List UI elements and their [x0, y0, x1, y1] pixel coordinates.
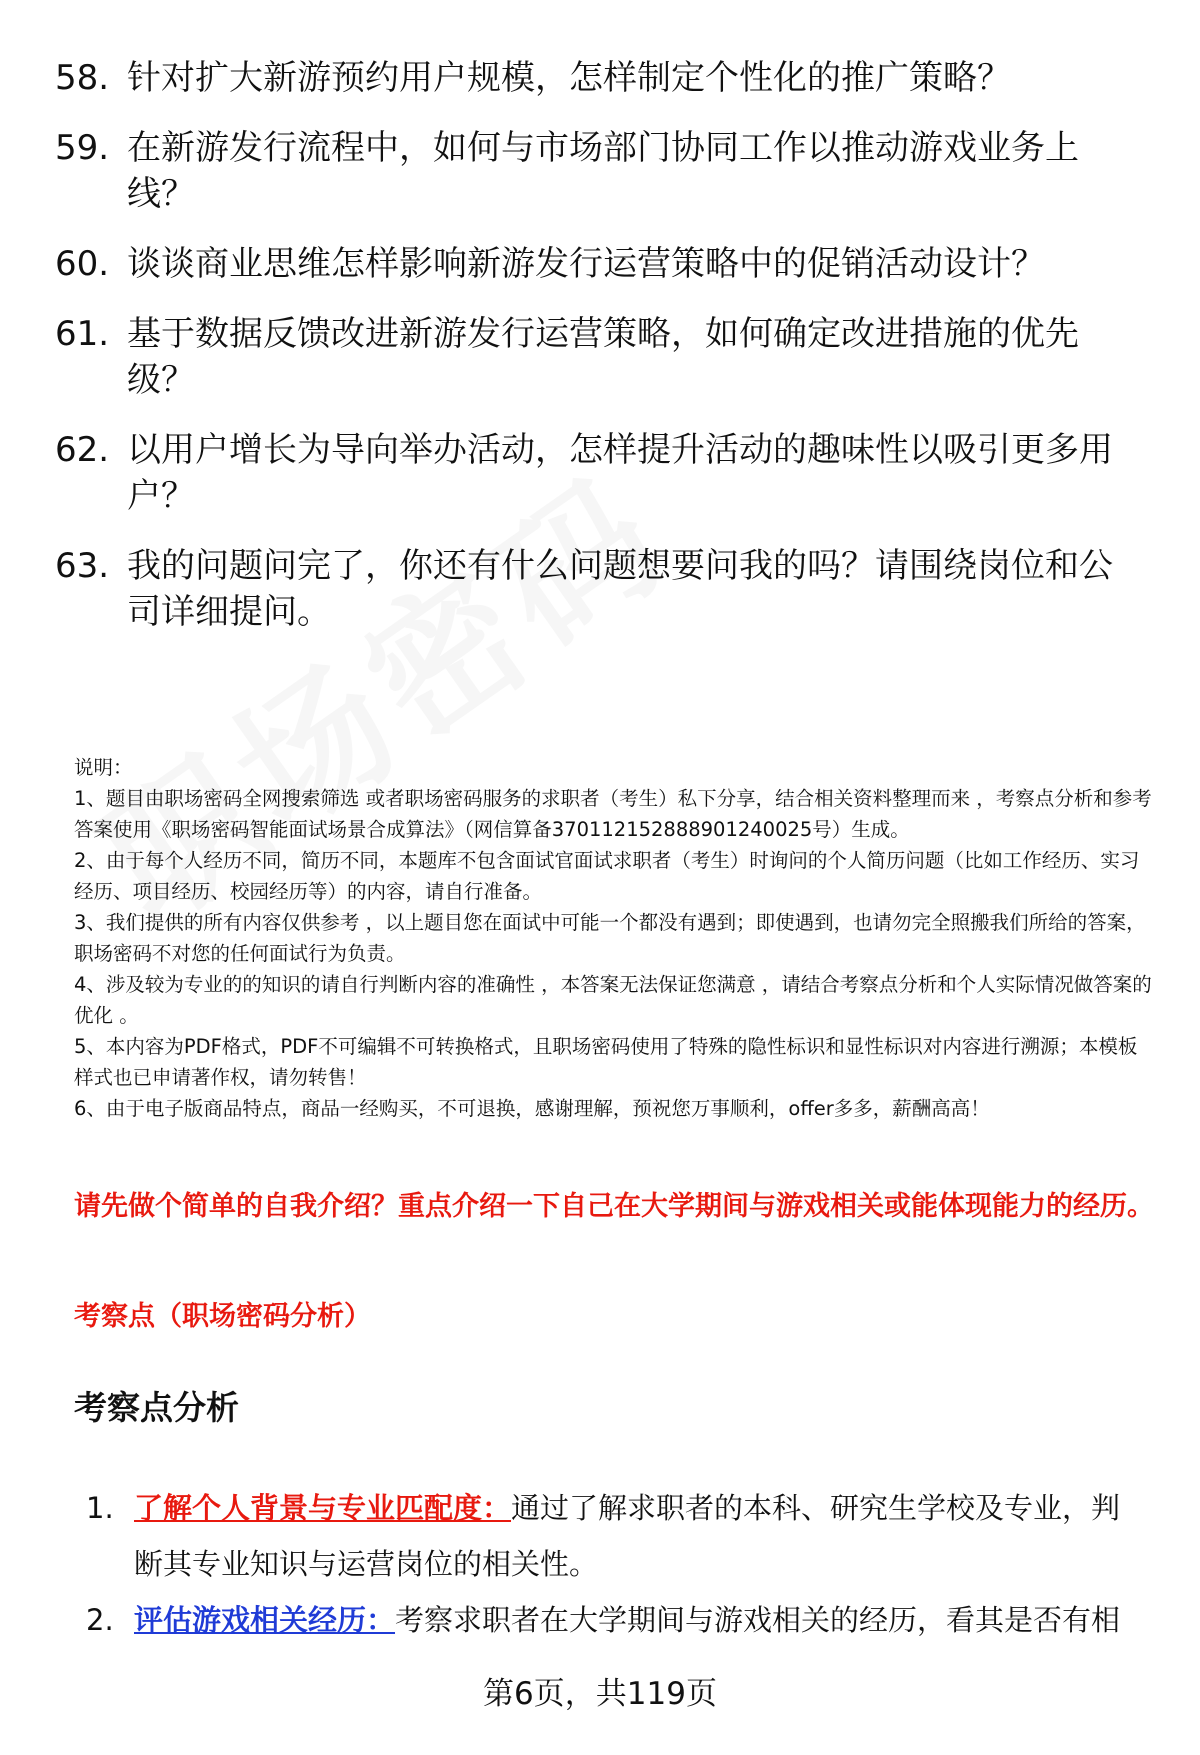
note-item: 4、涉及较为专业的的知识的请自行判断内容的准确性 ，本答案无法保证您满意 ，请结合考察点分析和个人实际情况做答案的优化 。: [74, 973, 1152, 1027]
question-text: 在新游发行流程中，如何与市场部门协同工作以推动游戏业务上线？: [127, 128, 1079, 214]
question-item: [55, 311, 1145, 403]
note-item: 5、本内容为PDF格式，PDF不可编辑不可转换格式，且职场密码使用了特殊的隐性标识和显性标识对内容进行溯源；本模板样式也已申请著作权，请勿转售！: [74, 1035, 1138, 1089]
question-text: 基于数据反馈改进新游发行运营策略，如何确定改进措施的优先级？: [127, 314, 1079, 400]
question-number: 63.: [55, 546, 110, 586]
note-item: 1、题目由职场密码全网搜索筛选 或者职场密码服务的求职者（考生）私下分享，结合相关资料整理而来 ，考察点分析和参考答案使用《职场密码智能面试场景合成算法》（网信算备370112152888901240025号）生成。: [74, 787, 1152, 841]
question-item: [55, 427, 1145, 519]
analysis-body: [134, 1480, 1140, 1592]
featured-question: 请先做个简单的自我介绍？重点介绍一下自己在大学期间与游戏相关或能体现能力的经历。: [74, 1191, 1154, 1222]
question-number: 59.: [55, 128, 110, 168]
analysis-number: 2.: [86, 1603, 114, 1637]
question-number: 61.: [55, 314, 110, 354]
analysis-text: 通过了解求职者的本科、研究生学校及专业，判断其专业知识与运营岗位的相关性。: [134, 1491, 1121, 1581]
analysis-body: [134, 1592, 1140, 1648]
analysis-title: 考察点分析: [74, 1388, 239, 1427]
notes-title: 说明：: [74, 756, 133, 779]
question-number: 60.: [55, 244, 110, 284]
exam-point-label: 考察点（职场密码分析）: [74, 1301, 371, 1332]
question-text: 我的问题问完了，你还有什么问题想要问我的吗？请围绕岗位和公司详细提问。: [127, 546, 1113, 632]
question-item: [55, 241, 1145, 287]
question-item: [55, 55, 1145, 101]
note-item: 3、我们提供的所有内容仅供参考 ，以上题目您在面试中可能一个都没有遇到；即使遇到，也请勿完全照搬我们所给的答案，职场密码不对您的任何面试行为负责。: [74, 911, 1146, 965]
question-text: 以用户增长为导向举办活动，怎样提升活动的趣味性以吸引更多用户？: [127, 430, 1113, 516]
question-number: 58.: [55, 58, 110, 98]
analysis-text: 考察求职者在大学期间与游戏相关的经历，看其是否有相: [395, 1603, 1121, 1637]
analysis-item: [80, 1592, 1140, 1648]
note-item: 2、由于每个人经历不同，简历不同，本题库不包含面试官面试求职者（考生）时询问的个人简历问题（比如工作经历、实习经历、项目经历、校园经历等）的内容，请自行准备。: [74, 849, 1140, 903]
question-item: [55, 125, 1145, 217]
question-number: 62.: [55, 430, 110, 470]
page-footer: 第6页，共119页: [483, 1676, 717, 1712]
analysis-key-link[interactable]: 评估游戏相关经历：: [134, 1603, 396, 1637]
notes-section: [74, 752, 1154, 1124]
analysis-key-link[interactable]: 了解个人背景与专业匹配度：: [134, 1491, 512, 1525]
note-item: 6、由于电子版商品特点，商品一经购买，不可退换，感谢理解，预祝您万事顺利，offer多多，薪酬高高！: [74, 1097, 990, 1120]
question-text: 针对扩大新游预约用户规模，怎样制定个性化的推广策略？: [127, 58, 1011, 98]
question-text: 谈谈商业思维怎样影响新游发行运营策略中的促销活动设计？: [127, 244, 1045, 284]
question-list: [55, 55, 1145, 659]
analysis-item: [80, 1480, 1140, 1592]
analysis-list: [80, 1480, 1140, 1648]
analysis-number: 1.: [86, 1491, 114, 1525]
question-item: [55, 543, 1145, 635]
